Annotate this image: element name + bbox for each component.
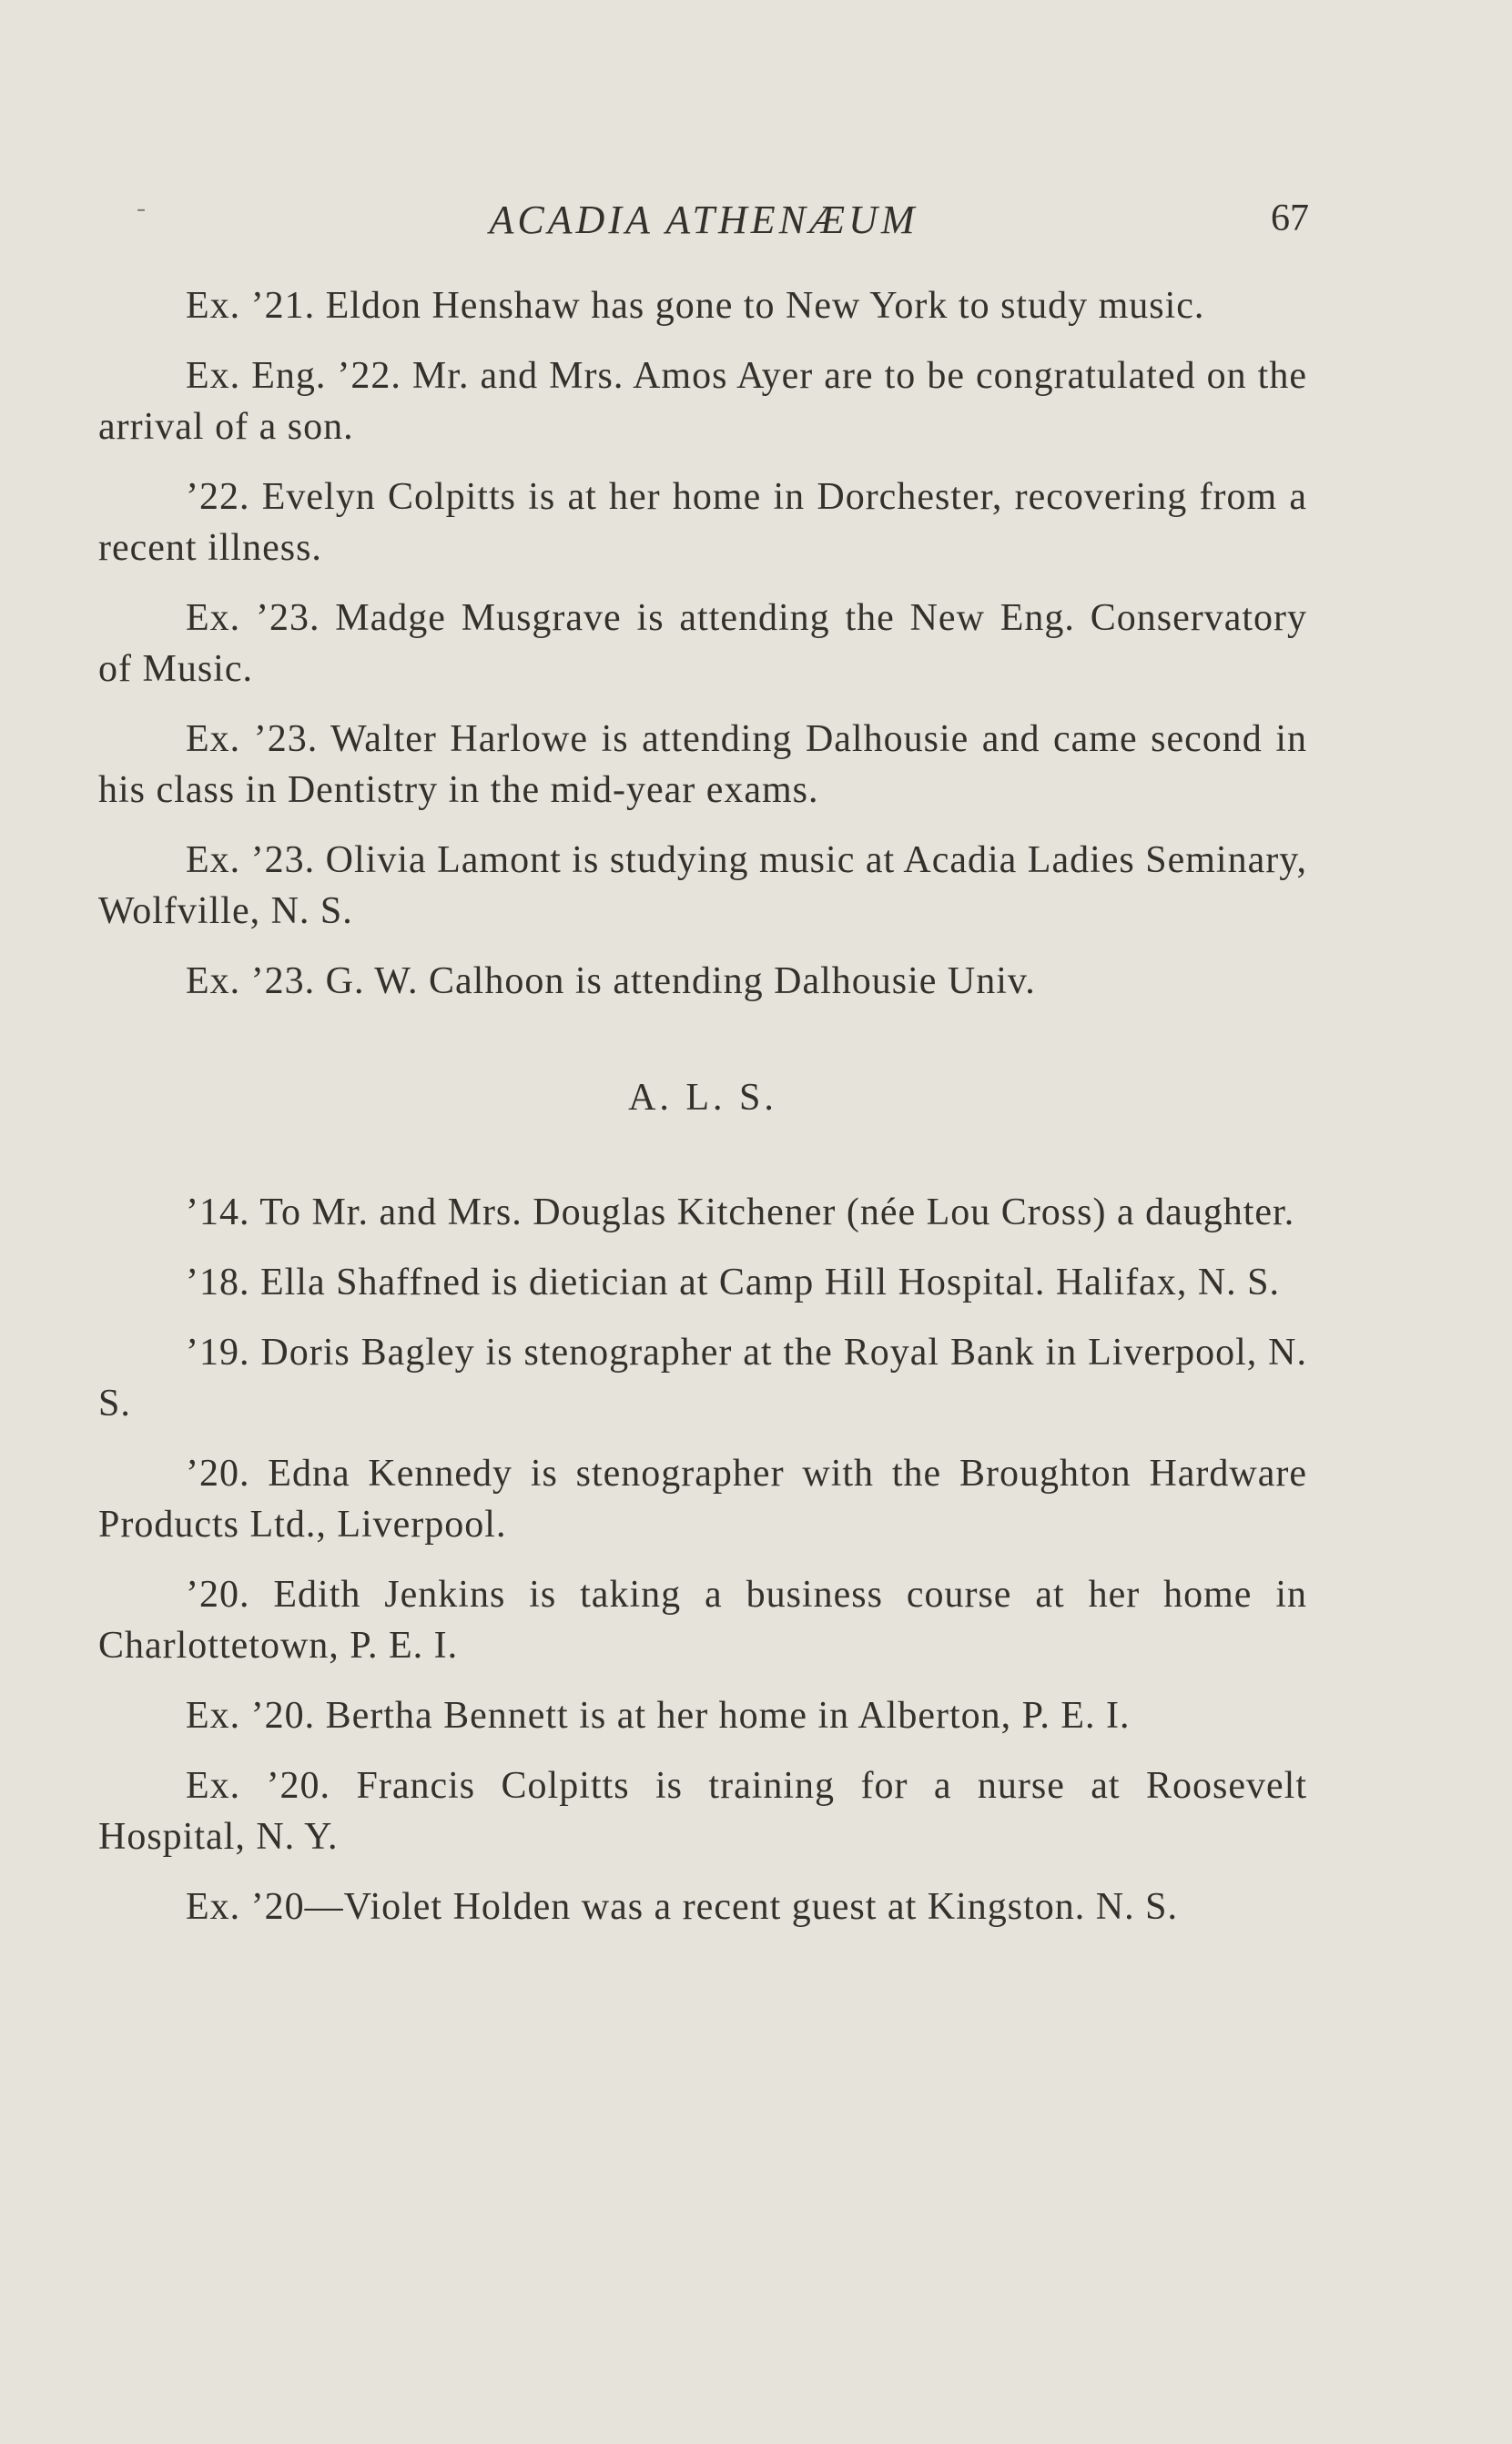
alumni-note: Ex. ’21. Eldon Henshaw has gone to New York to study music. xyxy=(186,285,1205,327)
article-body xyxy=(98,280,1307,1952)
alumnae-note: Ex. ’20. Francis Colpitts is training for a nurse at Roosevelt Hospital, N. Y. xyxy=(98,1765,1307,1858)
alumnae-note: ’20. Edith Jenkins is taking a business course at her home in Charlottetown, P. E. I. xyxy=(98,1574,1307,1667)
alumnae-note: Ex. ’20. Bertha Bennett is at her home in Alberton, P. E. I. xyxy=(186,1695,1131,1737)
header-mark: - xyxy=(137,193,146,223)
page-number: 67 xyxy=(1271,198,1309,239)
alumni-note: Ex. ’23. Walter Harlowe is attending Dalhousie and came second in his class in Dentistry in the mid-year exams. xyxy=(98,718,1307,811)
alumnae-note: ’18. Ella Shaffned is dietician at Camp Hill Hospital. Halifax, N. S. xyxy=(186,1262,1281,1303)
alumnae-note: Ex. ’20—Violet Holden was a recent guest at Kingston. N. S. xyxy=(186,1886,1178,1928)
alumnae-note: ’20. Edna Kennedy is stenographer with the Broughton Hardware Products Ltd., Liverpool. xyxy=(98,1453,1307,1546)
section-heading: A. L. S. xyxy=(628,1077,777,1119)
alumnae-note: ’14. To Mr. and Mrs. Douglas Kitchener (née Lou Cross) a daughter. xyxy=(186,1192,1295,1233)
alumnae-note: ’19. Doris Bagley is stenographer at the Royal Bank in Liverpool, N. S. xyxy=(98,1332,1307,1425)
running-header xyxy=(98,193,1309,248)
journal-title: ACADIA ATHENÆUM xyxy=(489,198,918,242)
alumni-note: Ex. ’23. Olivia Lamont is studying music at Acadia Ladies Seminary, Wolfville, N. S. xyxy=(98,839,1307,932)
alumni-note: Ex. ’23. Madge Musgrave is attending the New Eng. Conservatory of Music. xyxy=(98,597,1307,690)
alumni-note: ’22. Evelyn Colpitts is at her home in Dorchester, recovering from a recent illness. xyxy=(98,476,1307,569)
alumni-note: Ex. Eng. ’22. Mr. and Mrs. Amos Ayer are to be congratulated on the arrival of a son. xyxy=(98,355,1307,448)
alumni-note: Ex. ’23. G. W. Calhoon is attending Dalhousie Univ. xyxy=(186,960,1036,1002)
